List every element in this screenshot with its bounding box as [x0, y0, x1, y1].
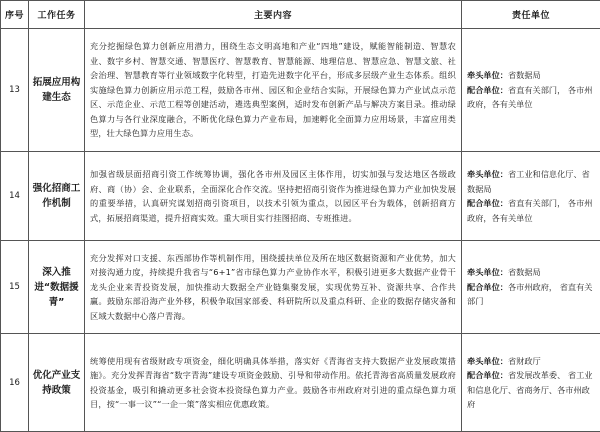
row-task: 深入推进“数据援青”: [29, 241, 85, 334]
coop-unit-first: 各市州政府，: [508, 282, 557, 292]
row-content: 充分挖掘绿色算力创新应用潜力，围绕生态文明高地和产业“四地”建设，赋能智能制造、智慧农业、数字乡村、智慧交通、智慧医疗、智慧教育、智慧能源、地理信息、智慧应急、智慧文旅、社会治理、智慧教育等行业领域数字化转型，打造先进数字化平台，形成多层级产业生态体系。组织实施绿色算力创新应用示范工程，鼓励各市州、园区和企业结合实际，开展绿色算力产业试点示范区、示范企业、示范工程等创建活动，遴选典型案例，适时发布创新产品与解决方案目录。推动绿色算力与各行业深度融合，不断优化绿色算力产业布局，加速孵化全面算力应用场景，丰富应用类型，壮大绿色算力应用生态。: [85, 29, 462, 152]
coop-unit-rest: 省直有关部门: [467, 282, 592, 307]
row-task: 强化招商工作机制: [29, 152, 85, 241]
table-row: [1, 29, 600, 152]
lead-label: 牵头单位：: [467, 70, 508, 80]
header-task: 工作任务: [29, 1, 85, 29]
lead-unit: 省财政厅: [508, 356, 541, 366]
row-number: 16: [1, 334, 29, 432]
coop-unit-first: 省直有关部门，: [508, 85, 565, 95]
row-content: 统筹使用现有省级财政专项资金，细化明确具体举措，落实好《青海省支持大数据产业发展政策措施》。充分发挥青海省“数字青海”建设专项资金鼓励、引导和带动作用。依托青海省高质量发展政府投资基金，吸引和撬动更多社会资本投资绿色算力产业。鼓励各市州政府对引进的重点绿色算力项目，按“一事一议”“一企一策”落实相应优惠政策。: [85, 334, 462, 432]
row-task: 优化产业支持政策: [29, 334, 85, 432]
table-row: [1, 152, 600, 241]
coop-unit-first: 省直有关部门，: [508, 198, 565, 208]
coop-unit-rest: 各市州政府，各有关单位: [467, 85, 592, 110]
coop-label: 配合单位：: [467, 198, 508, 208]
table-row: [1, 241, 600, 334]
row-number: 15: [1, 241, 29, 334]
header-no: 序号: [1, 1, 29, 29]
lead-unit: 省数据局: [508, 267, 541, 277]
lead-label: 牵头单位：: [467, 169, 508, 179]
row-responsible-unit: [462, 152, 600, 241]
row-responsible-unit: [462, 334, 600, 432]
header-unit: 责任单位: [462, 1, 600, 29]
row-number: 13: [1, 29, 29, 152]
table-header-row: [1, 1, 600, 29]
lead-unit: 省数据局: [508, 70, 541, 80]
row-responsible-unit: [462, 29, 600, 152]
row-content: 加强省级层面招商引资工作统筹协调，强化各市州及园区主体作用，切实加强与发达地区各级政府、商（协）会、企业联系，全面深化合作交流。坚持把招商引资作为推进绿色算力产业加快发展的重要举措，认真研究谋划招商引资项目，以技术引领为重点，以园区平台为载体，创新招商方式，拓展招商渠道，提升招商实效。重大项目实行挂图招商、专班推进。: [85, 152, 462, 241]
row-content: 充分发挥对口支援、东西部协作等机制作用，围绕援扶单位及所在地区数据资源和产业优势，加大对接沟通力度，持续提升我省与“6+1”省市绿色算力产业协作水平，积极引进更多大数据产业骨干龙头企业来青投资发展，加快推动大数据全产业链集聚发展，实现优势互补、资源共享、合作共赢。鼓励东部沿海产业外移，积极争取国家部委、科研院所以及重点科研、企业的数据存储灾备和区域大数据中心落户青海。: [85, 241, 462, 334]
lead-unit: 省工业和信息化厅、省数据局: [467, 169, 590, 194]
row-task: 拓展应用构建生态: [29, 29, 85, 152]
lead-label: 牵头单位：: [467, 267, 508, 277]
coop-unit-rest: 省工业和信息化厅、省商务厅、各市州政府: [467, 370, 592, 409]
coop-unit-rest: 各市州政府，各有关单位: [467, 198, 592, 223]
coop-label: 配合单位：: [467, 282, 508, 292]
row-responsible-unit: [462, 241, 600, 334]
header-content: 主要内容: [85, 1, 462, 29]
table-row: [1, 334, 600, 432]
coop-label: 配合单位：: [467, 370, 508, 380]
lead-label: 牵头单位：: [467, 356, 508, 366]
coop-unit-first: 省发展改革委、: [508, 370, 565, 380]
coop-label: 配合单位：: [467, 85, 508, 95]
row-number: 14: [1, 152, 29, 241]
